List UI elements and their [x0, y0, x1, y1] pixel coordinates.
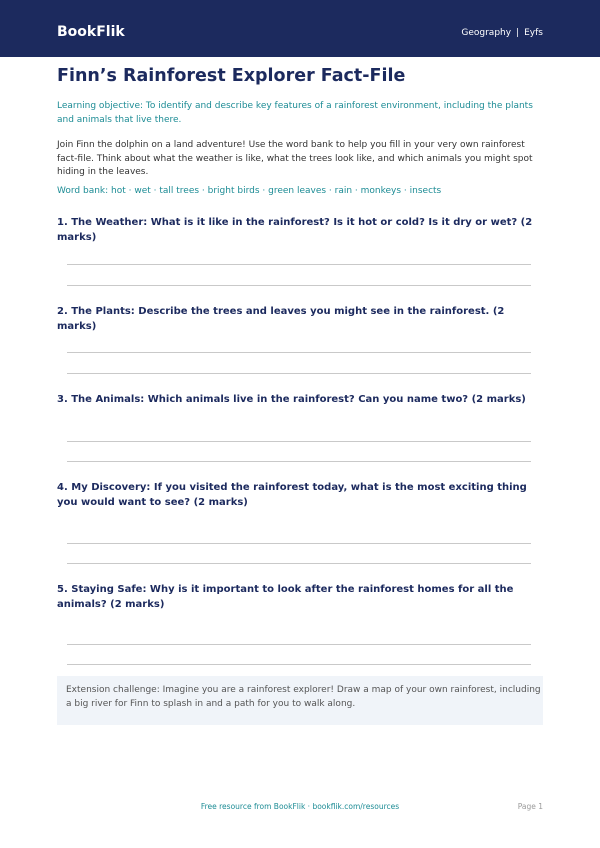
question-2: 2. The Plants: Describe the trees and leaves you might see in the rainforest. (2 marks) [57, 306, 505, 332]
answer-line[interactable] [67, 563, 531, 564]
answer-line[interactable] [67, 441, 531, 442]
level-label: Eyfs [524, 28, 543, 38]
header-bar [0, 0, 600, 57]
subject-label: Geography [461, 28, 512, 38]
intro-paragraph: Join Finn the dolphin on a land adventure! Use the word bank to help you fill in your very own rainforest fact-file. Think about what the weather is like, what the trees look like, and which animals you might spot hiding in the leaves. [57, 140, 533, 177]
answer-line[interactable] [67, 664, 531, 665]
answer-line[interactable] [67, 644, 531, 645]
answer-line[interactable] [67, 373, 531, 374]
footer-credit: Free resource from BookFlik · bookflik.com/resources [200, 802, 400, 811]
extension-text: Extension challenge: Imagine you are a rainforest explorer! Draw a map of your own rainforest, including a big river for Finn to splash in and a path for you to walk along. [66, 685, 541, 709]
extension-callout [57, 676, 543, 725]
answer-line[interactable] [67, 543, 531, 544]
question-4: 4. My Discovery: If you visited the rainforest today, what is the most exciting thing you would want to see? (2 marks) [57, 482, 527, 508]
answer-line[interactable] [67, 461, 531, 462]
answer-line[interactable] [67, 285, 531, 286]
question-1: 1. The Weather: What is it like in the rainforest? Is it hot or cold? Is it dry or wet? (2 marks) [57, 217, 533, 243]
answer-line[interactable] [67, 264, 531, 265]
question-3: 3. The Animals: Which animals live in the rainforest? Can you name two? (2 marks) [57, 394, 526, 405]
subject-tag [461, 28, 543, 38]
learning-objective: Learning objective: To identify and describe key features of a rainforest environment, including the plants and animals that live there. [57, 101, 533, 125]
word-bank: Word bank: hot · wet · tall trees · bright birds · green leaves · rain · monkeys · insects [57, 186, 442, 196]
brand-logo: BookFlik [57, 24, 125, 40]
answer-line[interactable] [67, 352, 531, 353]
subject-separator: | [516, 28, 520, 38]
page-title: Finn’s Rainforest Explorer Fact-File [57, 66, 406, 86]
question-5: 5. Staying Safe: Why is it important to look after the rainforest homes for all the animals? (2 marks) [57, 584, 514, 610]
page-number: Page 1 [517, 802, 543, 811]
